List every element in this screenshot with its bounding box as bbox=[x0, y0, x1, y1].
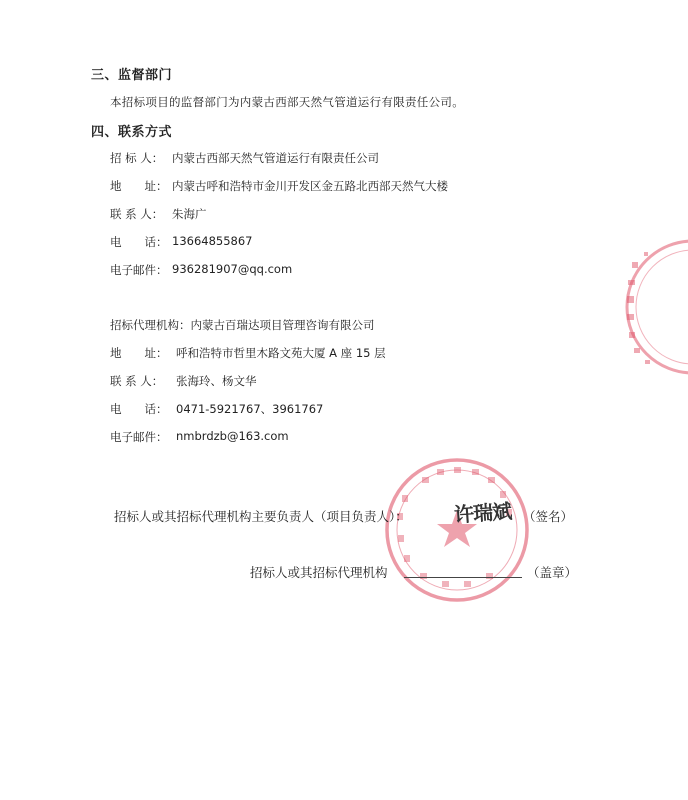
agency-name: 内蒙古百瑞达项目管理咨询有限公司 bbox=[190, 318, 375, 332]
agency-email: nmbrdzb@163.com bbox=[176, 429, 289, 443]
responsible-person-prefix: 招标人或其招标代理机构主要负责人（项目负责人）： bbox=[114, 509, 408, 524]
tenderer-address: 内蒙古呼和浩特市金川开发区金五路北西部天然气大楼 bbox=[172, 179, 448, 193]
tenderer-name-label: 招 标 人： bbox=[110, 151, 164, 165]
partial-seal-stamp bbox=[618, 232, 688, 382]
responsible-person-line bbox=[114, 507, 408, 525]
tenderer-email-label: 电子邮件： bbox=[110, 263, 168, 277]
official-seal-stamp bbox=[382, 455, 532, 605]
signature-suffix: （签名） bbox=[523, 509, 574, 524]
section-heading-contact: 四、联系方式 bbox=[91, 125, 173, 140]
agency-contact-label: 联 系 人： bbox=[110, 374, 164, 388]
handwritten-signature: 许瑞斌 bbox=[453, 499, 512, 527]
agency-phone-label: 电 话： bbox=[110, 402, 168, 416]
agency-name-label: 招标代理机构： bbox=[110, 318, 191, 332]
agency-phone-row bbox=[110, 401, 323, 417]
seal-underline bbox=[404, 577, 522, 578]
agency-address-label: 地 址： bbox=[110, 346, 168, 360]
tenderer-address-label: 地 址： bbox=[110, 179, 168, 193]
tenderer-address-row bbox=[110, 178, 448, 194]
agency-email-row bbox=[110, 429, 289, 445]
tenderer-name: 内蒙古西部天然气管道运行有限责任公司 bbox=[172, 151, 379, 165]
seal-suffix: （盖章） bbox=[527, 565, 578, 580]
tenderer-phone-label: 电 话： bbox=[110, 235, 168, 249]
tenderer-email: 936281907@qq.com bbox=[172, 262, 293, 276]
agency-contact-row bbox=[110, 373, 257, 389]
tenderer-contact-row bbox=[110, 206, 207, 222]
organization-seal-prefix: 招标人或其招标代理机构 bbox=[250, 565, 388, 580]
agency-address: 呼和浩特市哲里木路文苑大厦 A 座 15 层 bbox=[176, 346, 386, 360]
agency-email-label: 电子邮件： bbox=[110, 430, 168, 444]
agency-contact: 张海玲、杨文华 bbox=[176, 374, 257, 388]
section-heading-supervision: 三、监督部门 bbox=[91, 68, 173, 83]
supervision-text: 本招标项目的监督部门为内蒙古西部天然气管道运行有限责任公司。 bbox=[110, 95, 464, 109]
agency-phone: 0471-5921767、3961767 bbox=[176, 402, 324, 416]
tenderer-name-row bbox=[110, 150, 379, 166]
agency-name-row bbox=[110, 317, 375, 333]
tenderer-phone-row bbox=[110, 234, 252, 250]
tenderer-phone: 13664855867 bbox=[172, 234, 253, 248]
tenderer-contact: 朱海广 bbox=[172, 207, 207, 221]
tenderer-contact-label: 联 系 人： bbox=[110, 207, 164, 221]
tenderer-email-row bbox=[110, 262, 292, 278]
agency-address-row bbox=[110, 345, 386, 361]
